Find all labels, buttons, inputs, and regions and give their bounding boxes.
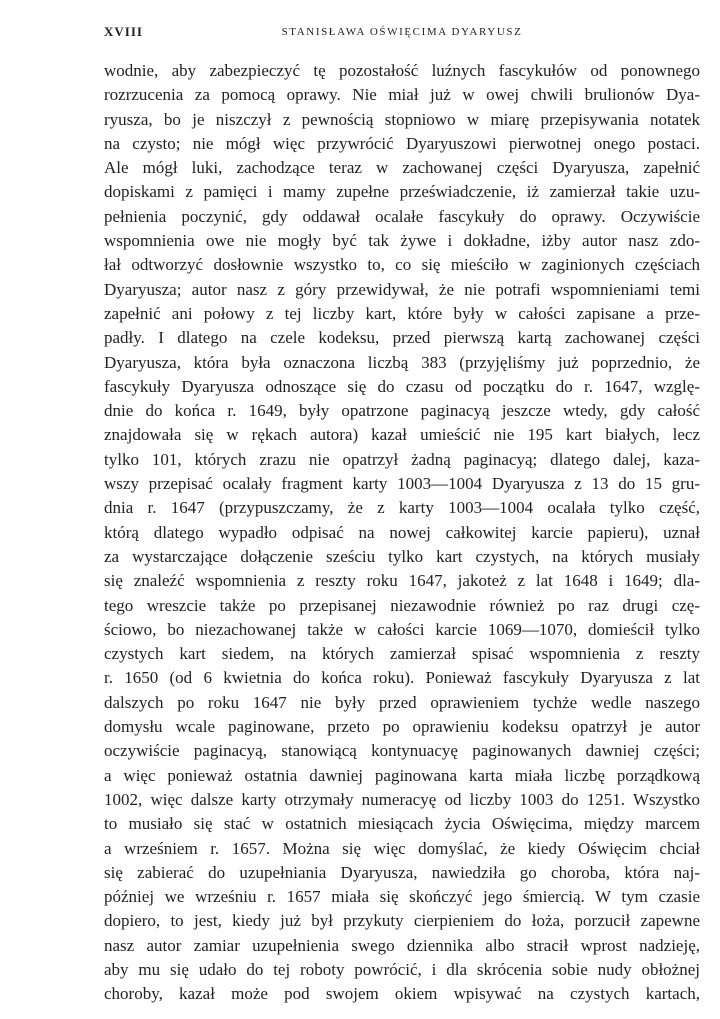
text-line: tego wreszcie także po przepisanej niezawodnie również po raz drugi czę- — [104, 595, 700, 615]
text-line: rozrzucenia za pomocą oprawy. Nie miał już w owej chwili brulionów Dya- — [104, 85, 700, 105]
text-line: dnia r. 1647 (przypuszczamy, że z karty 1003—1004 ocalała tylko część, — [104, 498, 700, 518]
text-line: r. 1650 (od 6 kwietnia do końca roku). Ponieważ fascykuły Dyaryusza z lat — [104, 668, 700, 688]
text-line: domysłu wcale paginowane, przeto po oprawieniu kodeksu opatrzył je autor — [104, 717, 700, 737]
text-line: zapełnić ani połowy z tej liczby kart, które były w całości zapisane a prze- — [104, 303, 700, 323]
text-line: ściowo, bo niezachowanej także w całości karcie 1069—1070, domieścił tylko — [104, 619, 700, 639]
body-text — [104, 59, 700, 1007]
text-line: Ale mógł luki, zachodzące teraz w zachowanej części Dyaryusza, zapełnić — [104, 158, 700, 178]
text-line: dopiero, to jest, kiedy już był przykuty cierpieniem do łoża, porzucił zapewne — [104, 911, 700, 931]
text-line: wodnie, aby zabezpieczyć tę pozostałość luźnych fascykułów od ponownego — [104, 61, 700, 80]
text-line: za wystarczające dołączenie sześciu tylko kart czystych, na których musiały — [104, 546, 700, 566]
text-line: wspomnienia owe nie mogły być tak żywe i dokładne, iżby autor nasz zdo- — [104, 231, 700, 251]
text-line: na czysto; nie mógł więc przywrócić Dyaryuszowi pierwotnej onego postaci. — [104, 133, 700, 153]
text-line: nasz autor zamiar uzupełnienia swego dziennika albo stracił wprost nadzieję, — [104, 935, 700, 955]
text-line: a więc ponieważ ostatnia dawniej paginowana karta miała liczbę porządkową — [104, 765, 700, 785]
text-line: ryusza, bo je niszczył z pewnością stopniowo w miarę przepisywania notatek — [104, 109, 700, 129]
text-line: znajdowała się w rękach autora) kazał umieścić nie 195 kart białych, lecz — [104, 425, 700, 445]
text-line: dalszych po roku 1647 nie były przed oprawieniem tychże wedle naszego — [104, 692, 700, 712]
text-line: choroby, kazał może pod swojem okiem wpisywać na czystych kartach, — [104, 984, 700, 1004]
text-line: czystych kart siedem, na których zamierzał spisać wspomnienia z reszty — [104, 644, 700, 664]
page-header — [104, 24, 700, 46]
text-line: oczywiście paginacyą, stanowiącą kontynuacyę paginowanych dawniej części; — [104, 741, 700, 761]
text-line: tylko 101, których zrazu nie opatrzył żadną paginacyą; dlatego dalej, kaza- — [104, 449, 700, 469]
text-line: a wrześniem r. 1657. Można się więc domyślać, że kiedy Oświęcim chciał — [104, 838, 700, 858]
text-line: wszy przepisać ocalały fragment karty 1003—1004 Dyaryusza z 13 do 15 gru- — [104, 474, 700, 494]
text-line: dopiskami z pamięci i mamy zupełne przeświadczenie, iż zamierzał takie uzu- — [104, 182, 700, 202]
text-line: 1002, więc dalsze karty otrzymały numeracyę od liczby 1003 do 1251. Wszystko — [104, 789, 700, 809]
text-line: się znaleźć wspomnienia z reszty roku 1647, jakoteż z lat 1648 i 1649; dla- — [104, 571, 700, 591]
running-head: STANISŁAWA OŚWIĘCIMA DYARYUSZ — [281, 26, 523, 38]
text-line: Dyaryusza, która była oznaczona liczbą 383 (przyjęliśmy już poprzednio, że — [104, 352, 700, 372]
text-line: dnie do końca r. 1649, były opatrzone paginacyą jeszcze wtedy, gdy całość — [104, 401, 700, 421]
text-line: później we wrześniu r. 1657 miała się skończyć jego śmiercią. W tym czasie — [104, 887, 700, 907]
text-line: się zabierać do uzupełniania Dyaryusza, nawiedziła go choroba, która naj- — [104, 862, 700, 882]
text-line: pełnienia poczynić, gdy oddawał ocalałe fascykuły do oprawy. Oczywiście — [104, 206, 700, 226]
text-line: padły. I dlatego na czele kodeksu, przed pierwszą kartą zachowanej części — [104, 328, 700, 348]
text-line: aby mu się udało do tej roboty powrócić, i dla skrócenia sobie nudy obłożnej — [104, 959, 700, 979]
text-line: to musiało się stać w ostatnich miesiącach życia Oświęcima, między marcem — [104, 814, 700, 834]
text-line: łał odtworzyć dosłownie wszystko to, co się mieściło w zaginionych częściach — [104, 255, 700, 275]
text-line: fascykuły Dyaryusza odnoszące się do czasu od początku do r. 1647, wzglę- — [104, 376, 700, 396]
page-number: XVIII — [104, 24, 143, 39]
text-line: Dyaryusza; autor nasz z góry przewidywał, że nie potrafi wspomnieniami temi — [104, 279, 700, 299]
text-line: którą dlatego wypadło odpisać na nowej całkowitej karcie papieru), uznał — [104, 522, 700, 542]
